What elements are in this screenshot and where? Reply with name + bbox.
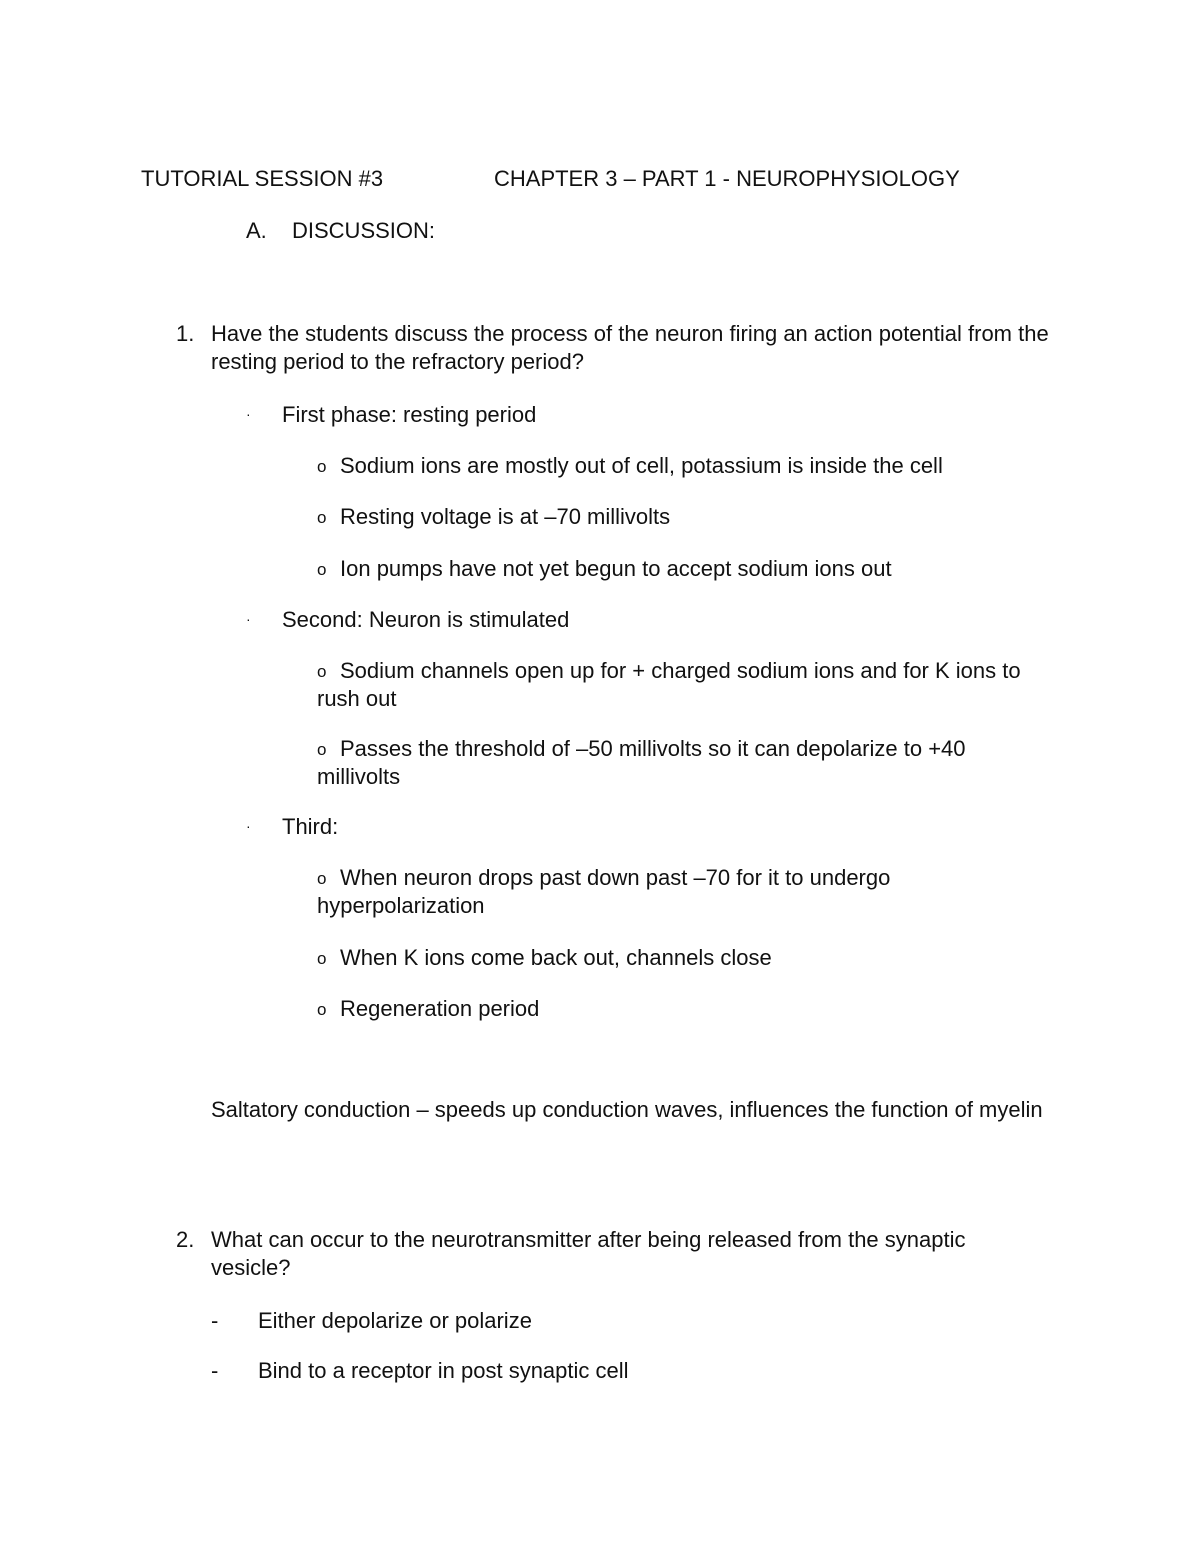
list-item: When K ions come back out, channels close bbox=[340, 945, 772, 970]
phase-bullet: · bbox=[246, 818, 251, 834]
section-marker: A. bbox=[246, 218, 267, 243]
sub-bullet: o bbox=[317, 869, 327, 888]
list-item: Bind to a receptor in post synaptic cell bbox=[258, 1358, 629, 1383]
phase-label: Second: Neuron is stimulated bbox=[282, 607, 570, 632]
dash-bullet: - bbox=[211, 1308, 219, 1333]
question-number: 2. bbox=[176, 1227, 195, 1252]
list-item: Sodium ions are mostly out of cell, potassium is inside the cell bbox=[340, 453, 943, 478]
list-item: Ion pumps have not yet begun to accept sodium ions out bbox=[340, 556, 892, 581]
sub-bullet: o bbox=[317, 662, 327, 681]
phase-bullet: · bbox=[246, 611, 251, 627]
list-item: Resting voltage is at –70 millivolts bbox=[340, 504, 671, 529]
phase-label: Third: bbox=[282, 814, 339, 839]
question-text: What can occur to the neurotransmitter after being released from the synaptic vesicle? bbox=[211, 1227, 966, 1280]
sub-bullet: o bbox=[317, 457, 327, 476]
session-title: TUTORIAL SESSION #3 bbox=[141, 166, 384, 191]
phase-bullet: · bbox=[246, 406, 251, 422]
section-title: DISCUSSION: bbox=[292, 218, 436, 243]
sub-bullet: o bbox=[317, 560, 327, 579]
question-number: 1. bbox=[176, 321, 195, 346]
dash-bullet: - bbox=[211, 1358, 219, 1383]
sub-bullet: o bbox=[317, 1000, 327, 1019]
list-item: Either depolarize or polarize bbox=[258, 1308, 532, 1333]
sub-bullet: o bbox=[317, 508, 327, 527]
sub-bullet: o bbox=[317, 949, 327, 968]
list-item: Sodium channels open up for + charged sodium ions and for K ions to rush out bbox=[317, 658, 1021, 711]
question-text: Have the students discuss the process of the neuron firing an action potential from the resting period to the refractory period? bbox=[211, 321, 1049, 374]
chapter-title: CHAPTER 3 – PART 1 - NEUROPHYSIOLOGY bbox=[494, 166, 960, 191]
sub-bullet: o bbox=[317, 740, 327, 759]
phase-label: First phase: resting period bbox=[282, 402, 537, 427]
list-item: When neuron drops past down past –70 for it to undergo hyperpolarization bbox=[317, 865, 891, 918]
list-item: Regeneration period bbox=[340, 996, 540, 1021]
list-item: Passes the threshold of –50 millivolts so it can depolarize to +40 millivolts bbox=[317, 736, 966, 789]
saltatory-note: Saltatory conduction – speeds up conduction waves, influences the function of myelin bbox=[211, 1097, 1043, 1122]
